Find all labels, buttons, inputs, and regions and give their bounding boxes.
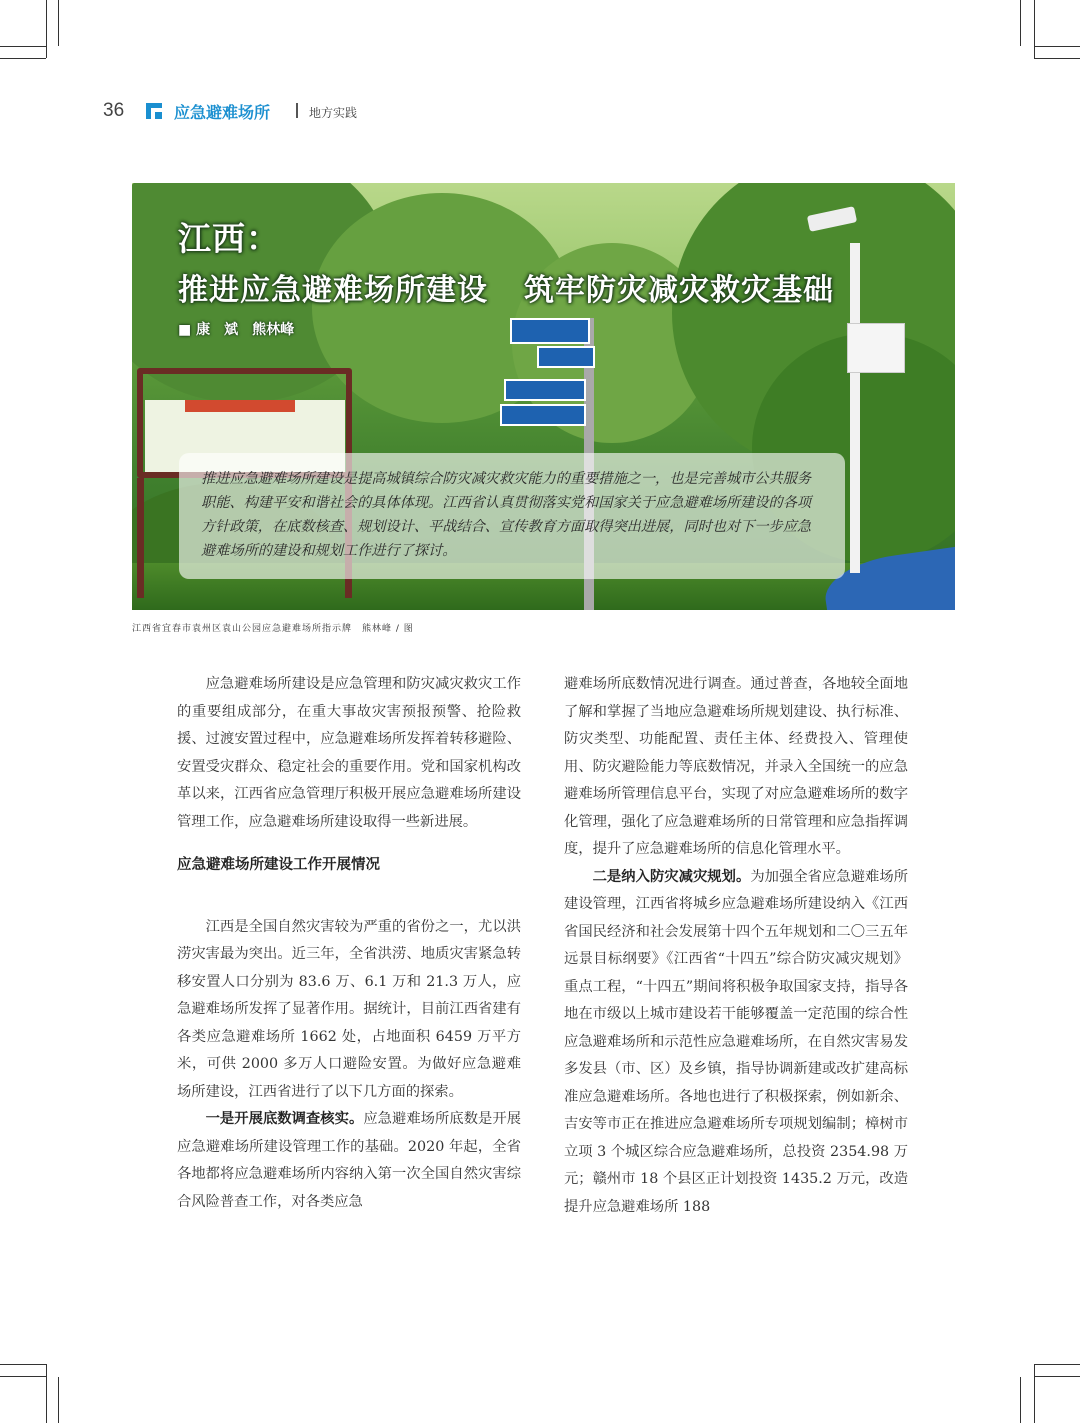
section-title: 应急避难场所: [174, 103, 271, 122]
paragraph-body: 应急避难场所底数是开展应急避难场所建设管理工作的基础。2020 年起，全省各地都将应急避难场所内容纳入第一次全国自然灾害综合风险普查工作，对各类应急: [177, 1111, 522, 1210]
paragraph: 避难场所底数情况进行调查。通过普查，各地较全面地了解和掌握了当地应急避难场所规划建设、执行标准、防灾类型、功能配置、责任主体、经费投入、管理使用、防灾避险能力等底数情况，并录入全国统一的应急避难场所管理信息平台，实现了对应急避难场所的数字化管理，强化了应急避难场所的日常管理和应急指挥调度，提升了应急避难场所的信息化管理水平。: [564, 676, 908, 857]
article-title-line1: 江西：: [178, 219, 280, 258]
crop-mark: [0, 1364, 46, 1365]
article-title-line2: [178, 265, 834, 309]
crop-mark: [0, 58, 46, 59]
crop-mark: [1034, 1376, 1080, 1377]
paragraph-lead: 一是开展底数调查核实。: [205, 1111, 364, 1127]
crop-mark: [1020, 0, 1021, 46]
header-divider: [296, 103, 298, 118]
right-column: [564, 671, 908, 1221]
crop-mark: [58, 1377, 59, 1423]
crop-mark: [1034, 0, 1035, 58]
crop-mark: [58, 0, 59, 46]
article-abstract: 推进应急避难场所建设是提高城镇综合防灾减灾救灾能力的重要措施之一，也是完善城市公共服务职能、构建平安和谐社会的具体体现。江西省认真贯彻落实党和国家关于应急避难场所建设的各项方针政策，在底数核查、规划设计、平战结合、宣传教育方面取得突出进展，同时也对下一步应急避难场所的建设和规划工作进行了探讨。: [179, 453, 845, 579]
lamp-post: [850, 243, 860, 573]
title-part-a: 推进应急避难场所建设: [178, 273, 488, 308]
title-part-b: 筑牢防灾减灾救灾基础: [524, 273, 834, 308]
crop-mark: [1020, 1377, 1021, 1423]
crop-mark: [1034, 1364, 1080, 1365]
crop-mark: [0, 1376, 46, 1377]
paragraph: 应急避难场所建设是应急管理和防灾减灾救灾工作的重要组成部分，在重大事故灾害预报预警、抢险救援、过渡安置过程中，应急避难场所发挥着转移避险、安置受灾群众、稳定社会的重要作用。党和国家机构改革以来，江西省应急管理厅积极开展应急避难场所建设管理工作，应急避难场所建设取得一些新进展。: [177, 676, 521, 830]
subsection-title: 地方实践: [309, 106, 358, 120]
direction-sign: [504, 379, 586, 401]
crop-mark: [0, 46, 46, 47]
paragraph-lead: 二是纳入防灾减灾规划。: [592, 868, 751, 885]
paragraph-body: 为加强全省应急避难场所建设管理，江西省将城乡应急避难场所建设纳入《江西省国民经济和社会发展第十四个五年规划和二〇三五年远景目标纲要》《江西省“十四五”综合防灾减灾规划》重点工程，“十四五”期间将积极争取国家支持，指导各地在市级以上城市建设若干能够覆盖一定范围的综合性应急避难场所和示范性应急避难场所，在自然灾害易发多发县（市、区）及乡镇，指导协调新建或改扩建高标准应急避难场所。各地也进行了积极探索，例如新余、吉安等市正在推进应急避难场所专项规划编制；樟树市立项 3 个城区综合应急避难场所，总投资 2354.98 万元；赣州市 18 个县区正计划投资 1435.2 万元，改造提升应急避难场所 188: [564, 868, 909, 1215]
left-column: [177, 671, 521, 1216]
hero-photo: [132, 183, 955, 610]
section-logo-icon: [146, 103, 162, 119]
paragraph: [177, 1106, 521, 1216]
paragraph: 江西是全国自然灾害较为严重的省份之一，尤以洪涝灾害最为突出。近三年，全省洪涝、地质灾害紧急转移安置人口分别为 83.6 万、6.1 万和 21.3 万人，应急避难场所发挥了显著作用。据统计，目前江西省建有各类应急避难场所 1662 处，占地面积 6459 万平方米，可供 2000 多万人口避险安置。为做好应急避难场所建设，江西省进行了以下几方面的探索。: [177, 918, 521, 1100]
photo-caption: 江西省宜春市袁州区袁山公园应急避难场所指示牌 熊林峰 / 图: [132, 624, 414, 634]
page-number: 36: [103, 100, 125, 121]
crop-mark: [46, 1364, 47, 1423]
crop-mark: [46, 0, 47, 58]
paragraph: [564, 864, 908, 1222]
crop-mark: [1034, 46, 1080, 47]
direction-sign: [500, 404, 586, 426]
crop-mark: [1034, 58, 1080, 59]
crop-mark: [1034, 1364, 1035, 1423]
direction-sign: [537, 346, 595, 368]
equipment-box: [847, 323, 905, 373]
section-heading: 应急避难场所建设工作开展情况: [177, 857, 380, 873]
article-authors: ■ 康 斌 熊林峰: [178, 322, 295, 338]
direction-sign: [510, 318, 590, 344]
